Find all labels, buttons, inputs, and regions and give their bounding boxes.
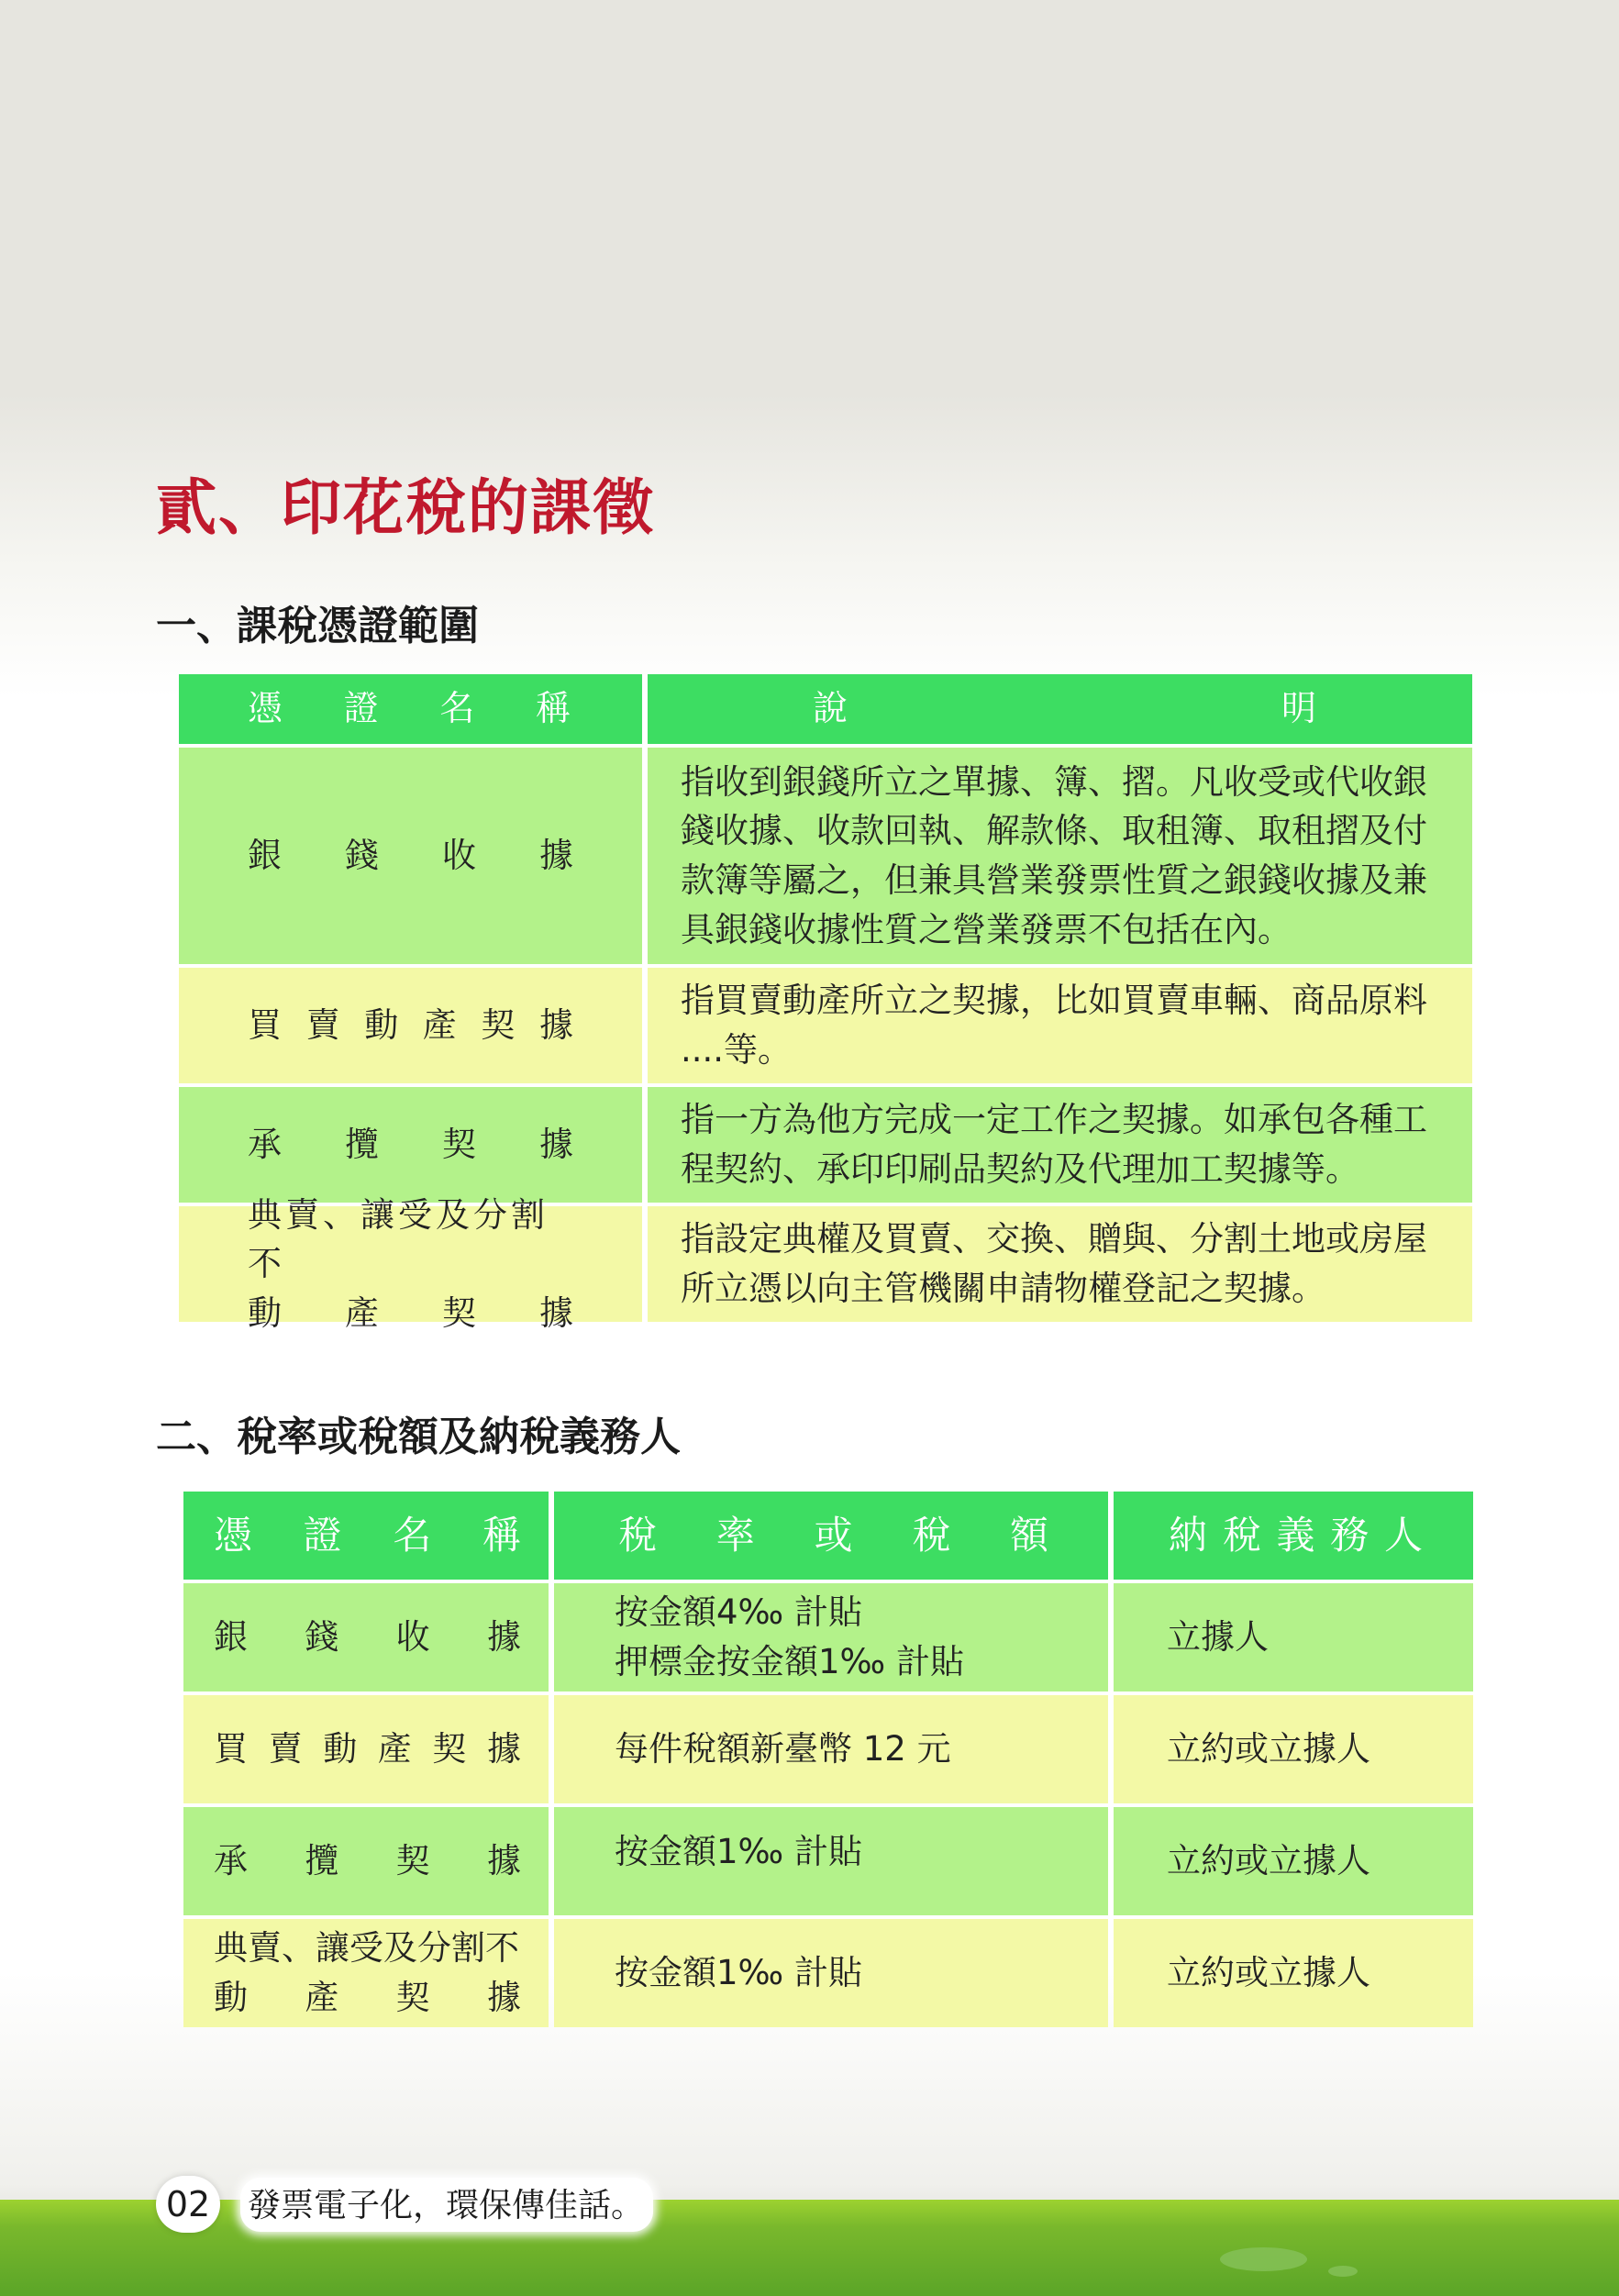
label-char: 說 <box>813 688 848 729</box>
table2-row4-label-line1: 典賣、讓受及分割不 <box>214 1928 519 1969</box>
table1-row3-line2: 程契約、承印印刷品契約及代理加工契據等。 <box>681 1149 1359 1189</box>
label-char: 產 <box>345 1292 379 1333</box>
table2-row2-payer: 立約或立據人 <box>1114 1695 1473 1803</box>
table1-row1-label <box>179 748 642 964</box>
label-char: 據 <box>486 1978 521 2017</box>
label-char: 動 <box>248 1292 282 1333</box>
table1-row4-line2: 所立憑以向主管機關申請物權登記之契據。 <box>681 1269 1325 1308</box>
spread-label <box>214 1613 521 1662</box>
table1-row1-line4: 具銀錢收據性質之營業發票不包括在內。 <box>681 909 1292 949</box>
spread-label <box>618 1508 1048 1564</box>
spread-label <box>813 683 1316 734</box>
table2-header-payer <box>1114 1492 1473 1580</box>
label-char: 務 <box>1330 1512 1369 1558</box>
label-char: 率 <box>715 1512 755 1558</box>
spread-label <box>214 1973 521 2023</box>
label-char: 產 <box>305 1978 339 2017</box>
label-char: 賣 <box>268 1729 303 1769</box>
label-char: 義 <box>1276 1512 1315 1558</box>
label-char: 憑 <box>248 688 283 729</box>
table1-row2-line1: 指買賣動產所立之契據，比如買賣車輛、商品原料 <box>681 981 1427 1021</box>
footer-slogan: 發票電子化，環保傳佳話。 <box>240 2178 653 2232</box>
spread-label <box>248 1001 573 1050</box>
label-char: 人 <box>1383 1512 1423 1558</box>
table1-row3-line1: 指一方為他方完成一定工作之契據。如承包各種工 <box>681 1100 1427 1140</box>
table2-row3-rate: 按金額1‰ 計貼 <box>554 1807 1108 1915</box>
label-char: 攬 <box>345 1125 379 1165</box>
label-char: 銀 <box>214 1617 248 1658</box>
label-char: 據 <box>486 1841 521 1881</box>
label-char: 據 <box>538 1005 573 1046</box>
label-char: 收 <box>442 836 476 876</box>
label-char: 承 <box>214 1841 248 1881</box>
page-number: 02 <box>156 2176 220 2233</box>
label-char: 稅 <box>912 1512 951 1558</box>
label-char: 證 <box>343 688 379 729</box>
table1-row3-label <box>179 1087 642 1203</box>
label-char: 契 <box>481 1005 516 1046</box>
label-char: 承 <box>248 1125 282 1165</box>
label-char: 或 <box>814 1512 853 1558</box>
table1-row2-description <box>648 968 1472 1083</box>
spread-label <box>214 1508 521 1564</box>
table1-row2-label <box>179 968 642 1083</box>
label-char: 據 <box>539 1292 573 1333</box>
table2-header-rate <box>554 1492 1108 1580</box>
spread-label <box>1169 1508 1423 1564</box>
label-char: 買 <box>248 1005 282 1046</box>
label-char: 憑 <box>214 1512 253 1558</box>
table1-row1-line3: 款簿等屬之，但兼具營業發票性質之銀錢收據及兼 <box>681 860 1427 900</box>
label-char: 錢 <box>345 836 379 876</box>
label-char: 稱 <box>482 1512 521 1558</box>
label-char: 買 <box>214 1729 248 1769</box>
label-char: 名 <box>393 1512 432 1558</box>
label-char: 據 <box>486 1617 521 1658</box>
table1-row1-description <box>648 748 1472 964</box>
label-char: 納 <box>1169 1512 1208 1558</box>
table1-row4-description <box>648 1206 1472 1322</box>
table2-row1-rate-line1: 按金額4‰ 計貼 <box>615 1592 862 1633</box>
section-title-rates: 二、稅率或稅額及納稅義務人 <box>156 1414 681 1460</box>
table2-row1-payer: 立據人 <box>1114 1583 1473 1691</box>
label-char: 稅 <box>1222 1512 1261 1558</box>
label-char: 契 <box>395 1978 430 2017</box>
label-char: 契 <box>442 1125 476 1165</box>
table2-row2-label <box>183 1695 549 1803</box>
table2-row4-rate: 按金額1‰ 計貼 <box>554 1919 1108 2027</box>
table2-row3-label <box>183 1807 549 1915</box>
label-char: 動 <box>323 1729 358 1769</box>
label-char: 收 <box>395 1617 430 1658</box>
table2-row4-payer: 立約或立據人 <box>1114 1919 1473 2027</box>
label-char: 賣 <box>305 1005 340 1046</box>
label-char: 名 <box>439 688 475 729</box>
spread-label <box>248 1120 573 1170</box>
label-char: 銀 <box>248 836 282 876</box>
label-char: 契 <box>432 1729 467 1769</box>
label-char: 明 <box>1281 688 1316 729</box>
label-char: 據 <box>539 836 573 876</box>
label-char: 據 <box>539 1125 573 1165</box>
label-char: 稱 <box>535 688 571 729</box>
section-title-scope: 一、課稅憑證範圍 <box>156 603 479 649</box>
table1-row1-line1: 指收到銀錢所立之單據、簿、摺。凡收受或代收銀 <box>681 761 1427 802</box>
table2-row1-label <box>183 1583 549 1691</box>
table2-row1-rate-line2: 押標金按金額1‰ 計貼 <box>615 1642 964 1681</box>
table1-header-document-name <box>179 674 642 744</box>
table1-header-description <box>648 674 1472 744</box>
table2-row2-rate: 每件稅額新臺幣 12 元 <box>554 1695 1108 1803</box>
table1-row4-label-line1: 典賣、讓受及分割不 <box>248 1194 549 1284</box>
label-char: 契 <box>442 1292 476 1333</box>
label-char: 據 <box>486 1729 521 1769</box>
label-char: 錢 <box>305 1617 339 1658</box>
table2-row4-label <box>183 1919 549 2027</box>
spread-label <box>248 683 571 734</box>
table1-row4-line1: 指設定典權及買賣、交換、贈與、分割土地或房屋 <box>681 1219 1427 1259</box>
table1-row4-label <box>179 1194 642 1333</box>
spread-label <box>248 1289 573 1338</box>
label-char: 動 <box>364 1005 399 1046</box>
footer-decoration-small <box>1328 2266 1358 2277</box>
label-char: 稅 <box>618 1512 658 1558</box>
label-char: 產 <box>422 1005 457 1046</box>
table2-header-document-name <box>183 1492 549 1580</box>
label-char: 額 <box>1009 1512 1048 1558</box>
footer-decoration <box>1220 2247 1307 2271</box>
spread-label <box>214 1836 521 1886</box>
table2-row1-rate <box>554 1583 1108 1691</box>
label-char: 契 <box>395 1841 430 1881</box>
label-char: 動 <box>214 1978 248 2017</box>
spread-label <box>248 831 573 881</box>
label-char: 證 <box>303 1512 342 1558</box>
table1-row3-description <box>648 1087 1472 1203</box>
spread-label <box>214 1725 521 1774</box>
label-char: 產 <box>377 1729 412 1769</box>
table1-row2-line2: ....等。 <box>681 1030 793 1070</box>
label-char: 攬 <box>305 1841 339 1881</box>
table1-row1-line2: 錢收據、收款回執、解款條、取租簿、取租摺及付 <box>681 811 1427 851</box>
table2-row3-payer: 立約或立據人 <box>1114 1807 1473 1915</box>
page-title: 貳、印花稅的課徵 <box>156 472 655 543</box>
